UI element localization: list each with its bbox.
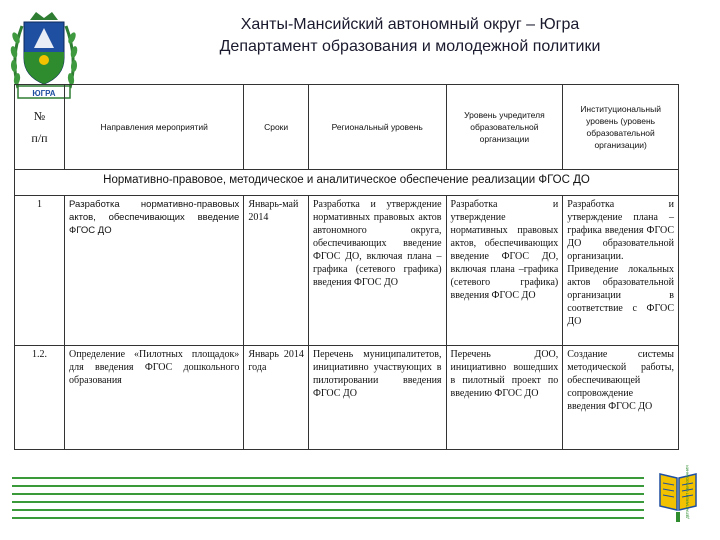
row-term: Январь-май 2014 xyxy=(244,196,309,346)
plan-table xyxy=(14,84,679,450)
row-institutional: Разработка и утверждение плана – графика введения ФГОС ДО образовательной организации. Приведение локальных актов образовательной организации в соответствие с ФГОС ДО xyxy=(563,196,679,346)
row-direction: Разработка нормативно-правовых актов, обеспечивающих введение ФГОС ДО xyxy=(65,196,244,346)
column-header-terms: Сроки xyxy=(244,85,309,170)
department-book-logo xyxy=(656,466,700,524)
number-abbrev: п/п xyxy=(31,131,48,145)
column-header-number xyxy=(15,85,65,170)
row-term: Январь 2014 года xyxy=(244,346,309,450)
section-row xyxy=(15,170,679,196)
row-direction: Определение «Пилотных площадок» для введения ФГОС дошкольного образования xyxy=(65,346,244,450)
row-regional: Перечень муниципалитетов, инициативно участвующих в пилотировании введения ФГОС ДО xyxy=(308,346,446,450)
row-founder: Разработка и утверждение нормативных правовых актов, обеспечивающих введение ФГОС ДО, включая плана –графика (сетевого графика) введения ФГОС ДО xyxy=(446,196,563,346)
column-header-regional: Региональный уровень xyxy=(308,85,446,170)
row-number: 1 xyxy=(15,196,65,346)
column-header-institutional: Институциональный уровень (уровень образовательной организации) xyxy=(563,85,679,170)
header-department-title: Департамент образования и молодежной политики xyxy=(219,38,601,55)
row-number: 1.2. xyxy=(15,346,65,450)
table-row xyxy=(15,196,679,346)
row-institutional: Создание системы методической работы, обеспечивающей сопровождение введения ФГОС ДО xyxy=(563,346,679,450)
row-regional: Разработка и утверждение нормативных правовых актов автономного округа, обеспечивающих введение ФГОС ДО, включая плана – графика (сетевого графика) введения ФГОС ДО xyxy=(308,196,446,346)
page-header xyxy=(100,14,720,58)
header-region-title: Ханты-Мансийский автономный округ – Югра xyxy=(240,16,580,33)
emblem-ribbon-text: ЮГРА xyxy=(32,89,56,98)
number-sign: № xyxy=(33,109,46,123)
book-logo-caption: ДЕПАРТАМЕНТ ОБРАЗОВАНИЯ xyxy=(685,465,690,519)
column-header-founder: Уровень учредителя образовательной организации xyxy=(446,85,563,170)
decorative-stripes xyxy=(12,474,644,524)
table-header-row xyxy=(15,85,679,170)
row-founder: Перечень ДОО, инициативно вошедших в пилотный проект по введению ФГОС ДО xyxy=(446,346,563,450)
section-title: Нормативно-правовое, методическое и аналитическое обеспечение реализации ФГОС ДО xyxy=(15,170,679,196)
column-header-directions: Направления мероприятий xyxy=(65,85,244,170)
table-row xyxy=(15,346,679,450)
